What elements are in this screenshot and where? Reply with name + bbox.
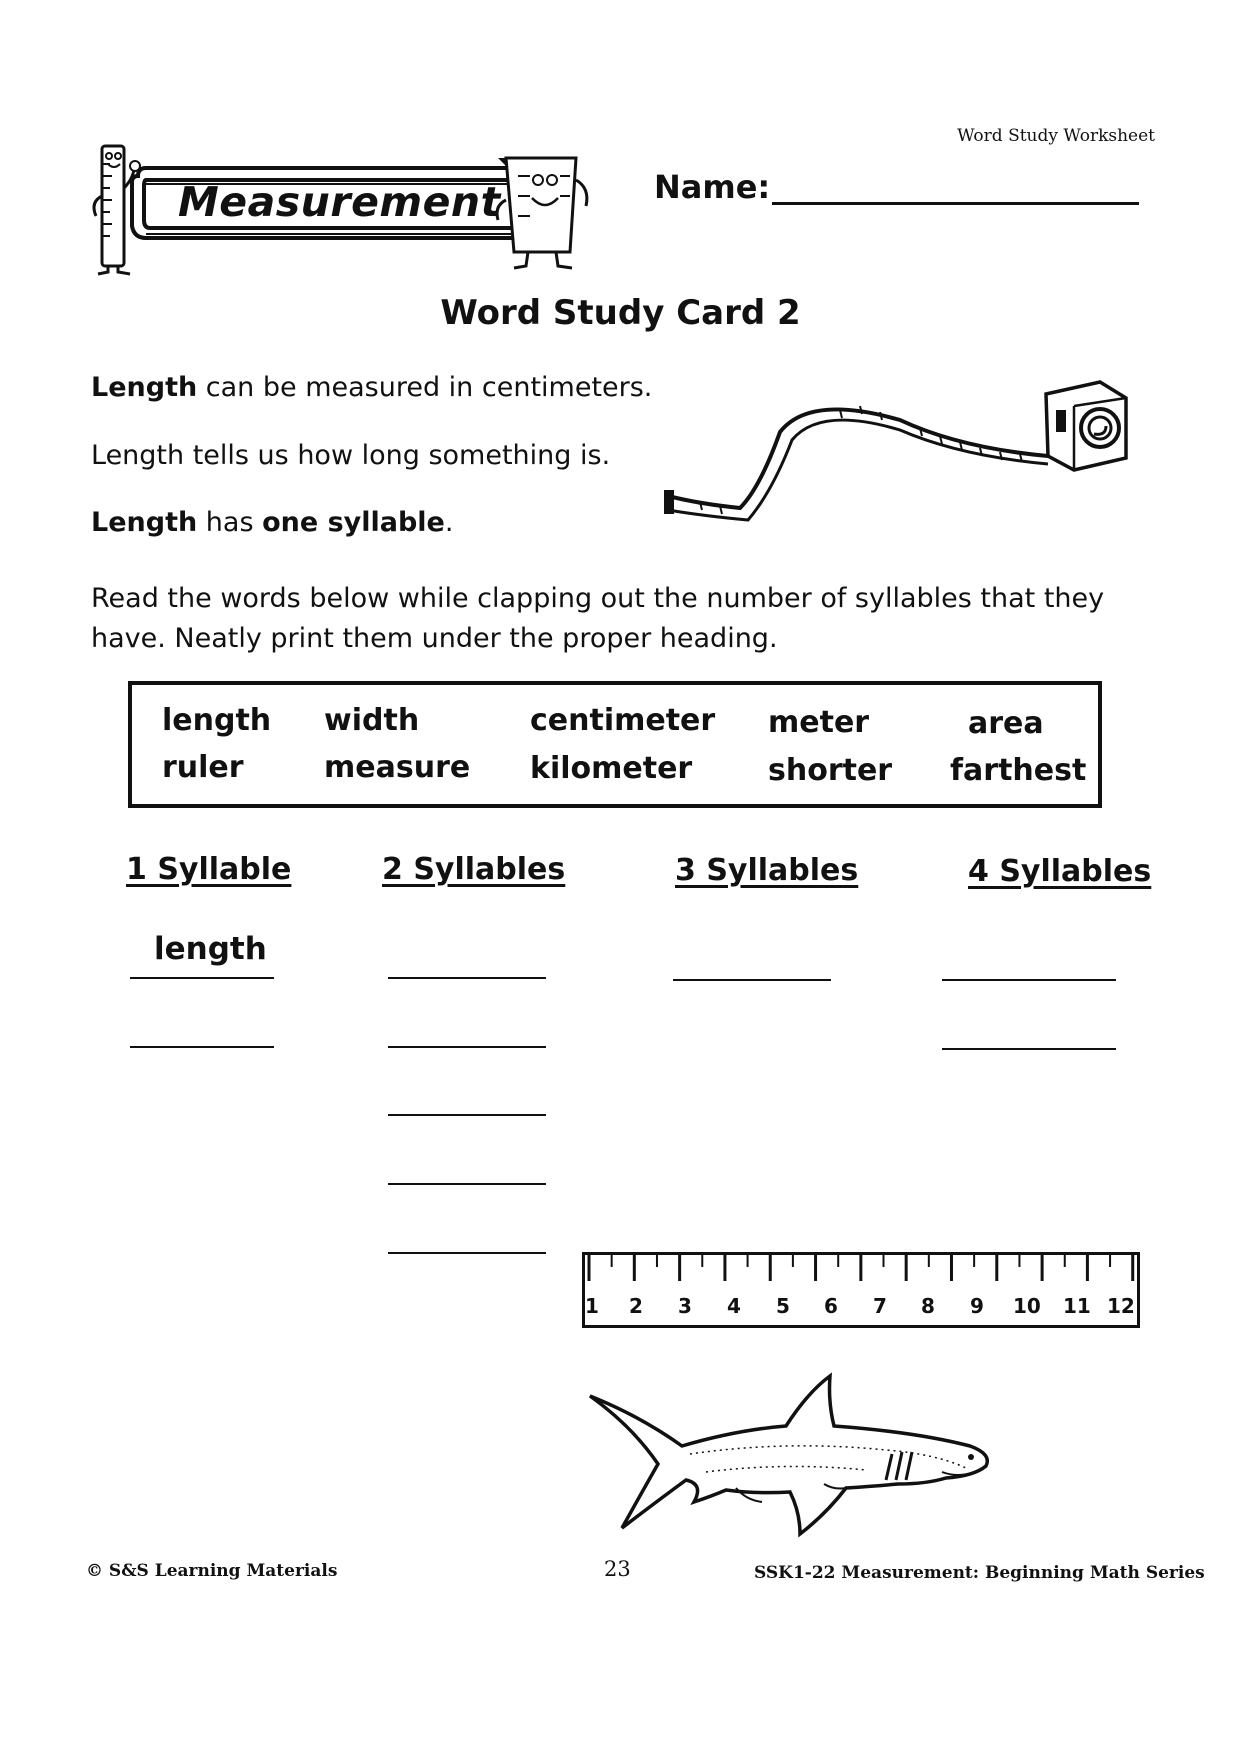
ruler-number: 9 (970, 1294, 984, 1318)
answer-line[interactable] (942, 979, 1116, 981)
answer-line[interactable] (130, 1046, 274, 1048)
instructions-text: Read the words below while clapping out the number of syllables that they have. Neatly print them under the proper heading. (91, 583, 1105, 654)
column-heading-2-syllables: 2 Syllables (382, 852, 566, 887)
example-answer: length (154, 931, 267, 967)
intro-line-2: Length tells us how long something is. (91, 440, 611, 471)
word-bank-word: ruler (162, 750, 244, 785)
answer-line[interactable] (130, 977, 274, 979)
ruler-number: 4 (727, 1294, 741, 1318)
footer-series: SSK1-22 Measurement: Beginning Math Series (754, 1563, 1205, 1583)
answer-line[interactable] (942, 1048, 1116, 1050)
banner-title: Measurement (178, 178, 501, 226)
worksheet-type-label: Word Study Worksheet (957, 126, 1155, 146)
answer-line[interactable] (673, 979, 831, 981)
ruler-number-row (585, 1294, 1141, 1324)
ruler-number: 1 (585, 1294, 599, 1318)
ruler-number: 11 (1063, 1294, 1091, 1318)
column-heading-3-syllables: 3 Syllables (675, 853, 859, 888)
word-bank-word: meter (768, 705, 870, 740)
footer-copyright: © S&S Learning Materials (86, 1561, 338, 1581)
name-label: Name: (654, 168, 771, 206)
ruler-number: 10 (1013, 1294, 1041, 1318)
column-heading-1-syllable: 1 Syllable (126, 852, 292, 887)
ruler-number: 6 (824, 1294, 838, 1318)
shark-icon (586, 1372, 1026, 1544)
word-bank-word: kilometer (530, 751, 693, 786)
tape-measure-icon (660, 372, 1130, 522)
ruler-number: 2 (629, 1294, 643, 1318)
name-field[interactable] (772, 202, 1139, 205)
answer-line[interactable] (388, 1046, 546, 1048)
answer-line[interactable] (388, 1252, 546, 1254)
word-bank-word: width (324, 703, 420, 738)
ruler-number: 5 (776, 1294, 790, 1318)
ruler-number: 12 (1107, 1294, 1135, 1318)
word-bank-word: shorter (768, 753, 893, 788)
word-bank-box (128, 681, 1102, 808)
word-bank-word: area (968, 706, 1044, 741)
word-bank-word: measure (324, 750, 471, 785)
answer-line[interactable] (388, 1183, 546, 1185)
card-title: Word Study Card 2 (440, 293, 801, 333)
intro-line-1: Length can be measured in centimeters. (91, 372, 653, 403)
ruler-number: 7 (873, 1294, 887, 1318)
word-bank-word: centimeter (530, 703, 716, 738)
word-bank-word: length (162, 703, 272, 738)
ruler-number: 8 (921, 1294, 935, 1318)
word-bank-word: farthest (950, 753, 1087, 788)
answer-line[interactable] (388, 1114, 546, 1116)
ruler-number: 3 (678, 1294, 692, 1318)
intro-line-3: Length has one syllable. (91, 507, 454, 538)
beaker-mascot-icon (497, 158, 587, 268)
column-heading-4-syllables: 4 Syllables (968, 854, 1152, 889)
answer-line[interactable] (388, 977, 546, 979)
page-number: 23 (604, 1557, 631, 1581)
